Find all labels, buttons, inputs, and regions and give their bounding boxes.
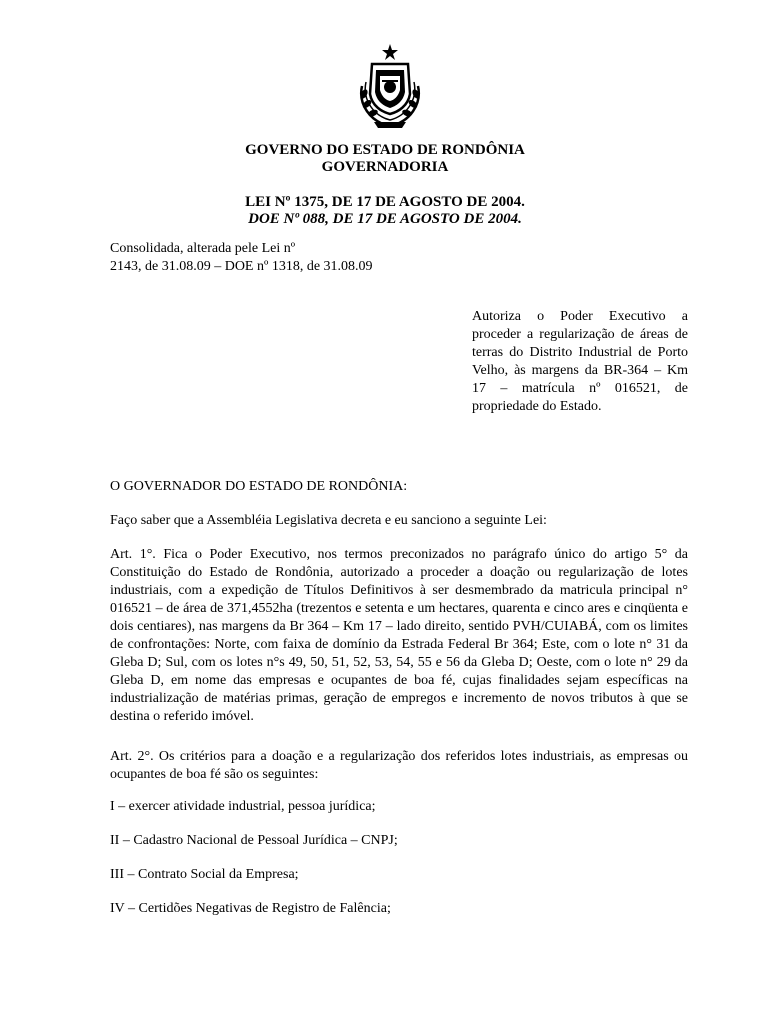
- governor-heading: O GOVERNADOR DO ESTADO DE RONDÔNIA:: [110, 479, 408, 494]
- item-ii: II – Cadastro Nacional de Pessoal Jurídica – CNPJ;: [110, 833, 398, 848]
- item-i: I – exercer atividade industrial, pessoa jurídica;: [110, 799, 376, 814]
- consolidation-line-2: 2143, de 31.08.09 – DOE nº 1318, de 31.08.09: [110, 259, 373, 274]
- preamble-paragraph: Faço saber que a Assembléia Legislativa decreta e eu sanciono a seguinte Lei:: [110, 513, 547, 528]
- office-title: GOVERNADORIA: [321, 159, 449, 175]
- item-iv: IV – Certidões Negativas de Registro de Falência;: [110, 901, 391, 916]
- coat-of-arms-seal-icon: [352, 42, 428, 130]
- article-1-paragraph: Art. 1°. Fica o Poder Executivo, nos termos preconizados no parágrafo único do artigo 5° da Constituição do Estado de Rondônia, autorizado a proceder a doação ou regularização de lotes industriais, com a expedição de Títulos Definitivos à ser desmembrado da matricula principal n° 016521 – de área de 371,4552ha (trezentos e setenta e um hectares, quarenta e cinco ares e cinqüenta e dois centiares), nas margens da Br 364 – Km 17 – lado direito, sentido PVH/CUIABÁ, com os limites de confrontações: Norte, com faixa de domínio da Estrada Federal Br 364; Este, com o lote n° 31 da Gleba D; Sul, com os lotes n°s 49, 50, 51, 52, 53, 54, 55 e 56 da Gleba D; Oeste, com o lote n° 29 da Gleba D, em nome das empresas e ocupantes de boa fé, cujas finalidades sejam específicas na industrialização de matérias primas, geração de empregos e incremento de novos tributos à que se destina o referido imóvel.: [110, 547, 688, 724]
- doe-title: DOE Nº 088, DE 17 DE AGOSTO DE 2004.: [248, 211, 522, 227]
- item-iii: III – Contrato Social da Empresa;: [110, 867, 299, 882]
- article-2-paragraph: Art. 2°. Os critérios para a doação e a regularização dos referidos lotes industriais, as empresas ou ocupantes de boa fé são os seguintes:: [110, 749, 688, 782]
- law-title: LEI Nº 1375, DE 17 DE AGOSTO DE 2004.: [245, 194, 525, 210]
- government-title: GOVERNO DO ESTADO DE RONDÔNIA: [245, 142, 525, 158]
- consolidation-line-1: Consolidada, alterada pele Lei nº: [110, 241, 296, 256]
- ementa-text: Autoriza o Poder Executivo a proceder a regularização de áreas de terras do Distrito Industrial de Porto Velho, às margens da BR-364 – Km 17 – matrícula nº 016521, de propriedade do Estado.: [472, 309, 688, 414]
- consolidation-note: [110, 240, 373, 276]
